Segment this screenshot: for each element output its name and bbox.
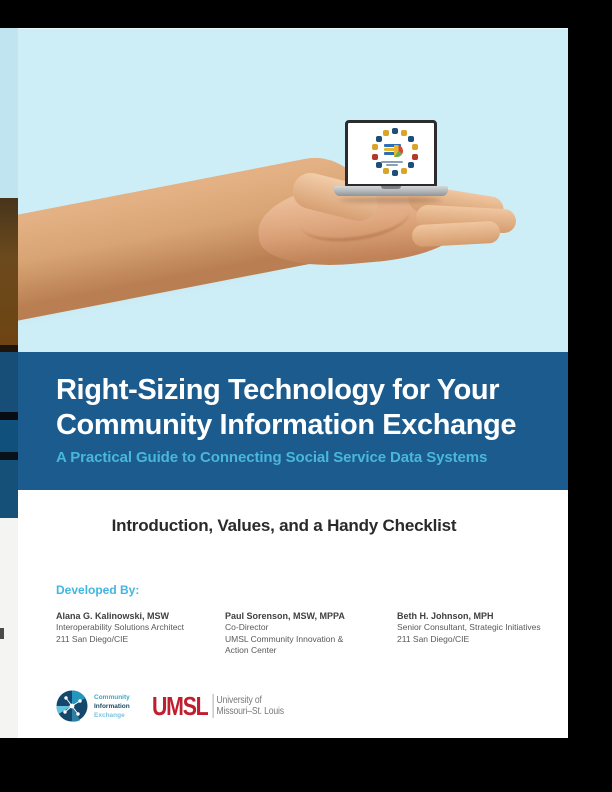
author-org: 211 San Diego/CIE: [56, 633, 129, 644]
app-icon-dot: [412, 154, 418, 160]
hand-finger: [411, 221, 500, 248]
binding-segment: [0, 420, 18, 452]
umsl-logo: [152, 693, 284, 719]
umsl-wordmark: [216, 695, 283, 717]
author-card: [397, 610, 572, 645]
laptop-shadow: [340, 197, 442, 203]
umsl-divider: [212, 694, 213, 718]
umsl-text-line1: University of: [216, 694, 262, 706]
author-org: UMSL Community Innovation &: [225, 633, 344, 644]
cover-photo-section: [0, 28, 568, 353]
app-icon-dot: [401, 168, 407, 174]
app-icon-dot: [376, 136, 382, 142]
caption-line: [386, 164, 398, 166]
app-icon-dot: [383, 130, 389, 136]
binding-segment: [0, 352, 18, 412]
author-card: [56, 610, 224, 645]
umsl-acronym: UMSL: [151, 691, 208, 721]
app-icon-dot: [372, 144, 378, 150]
laptop-notch: [381, 186, 401, 189]
cie-logo-text: [94, 693, 130, 720]
author-role: Co-Director: [225, 622, 269, 632]
cover-title-line1: Right-Sizing Technology for Your: [56, 374, 500, 406]
app-icon-dot: [392, 170, 398, 176]
laptop-illustration: [334, 120, 448, 198]
author-org-line2: Action Center: [225, 645, 277, 655]
cover-lower-section: [0, 490, 568, 738]
app-icon-dot: [408, 162, 414, 168]
cie-logo-icon: [56, 690, 88, 722]
app-icon-dot: [383, 168, 389, 174]
author-card: [225, 610, 393, 657]
cie-text-line1: Community: [94, 693, 130, 701]
cover-title: [56, 373, 528, 443]
logos-row: [56, 684, 313, 728]
logo-caption-lines: [378, 160, 406, 167]
binding-segment: [0, 412, 18, 420]
laptop-screen: [345, 120, 437, 187]
binding-text-fragment: [0, 628, 4, 639]
caption-line: [381, 161, 403, 163]
app-icon-dot: [401, 130, 407, 136]
author-name: Paul Sorenson, MSW, MPPA: [225, 611, 345, 621]
section-heading: Introduction, Values, and a Handy Checklist: [111, 516, 457, 535]
umsl-text-line2: Missouri–St. Louis: [216, 705, 284, 717]
app-icon-dot: [372, 154, 378, 160]
binding-segment-arm: [0, 198, 18, 345]
toolkit-logo-icon: [384, 144, 401, 158]
cover-title-line2: Community Information Exchange: [56, 409, 517, 441]
author-name: Alana G. Kalinowski, MSW: [56, 611, 170, 621]
author-role: Senior Consultant, Strategic Initiatives: [397, 622, 541, 632]
app-icon-dot: [392, 128, 398, 134]
author-role: Interoperability Solutions Architect: [56, 622, 185, 632]
page-binding-edge: [0, 28, 18, 738]
report-cover-page: [0, 28, 568, 738]
cie-text-line2: Information: [94, 702, 130, 710]
binding-segment: [0, 452, 18, 460]
binding-segment: [0, 345, 18, 352]
cie-text-line3: Exchange: [94, 711, 125, 719]
developed-by-label: Developed By:: [56, 583, 140, 597]
cover-subtitle: A Practical Guide to Connecting Social Service Data Systems: [56, 449, 488, 466]
app-icon-dot: [408, 136, 414, 142]
title-banner: [0, 352, 568, 490]
author-org: 211 San Diego/CIE: [397, 633, 470, 644]
binding-segment: [0, 460, 18, 518]
app-icon-dot: [412, 144, 418, 150]
binding-segment: [0, 28, 18, 198]
author-name: Beth H. Johnson, MPH: [397, 611, 494, 621]
